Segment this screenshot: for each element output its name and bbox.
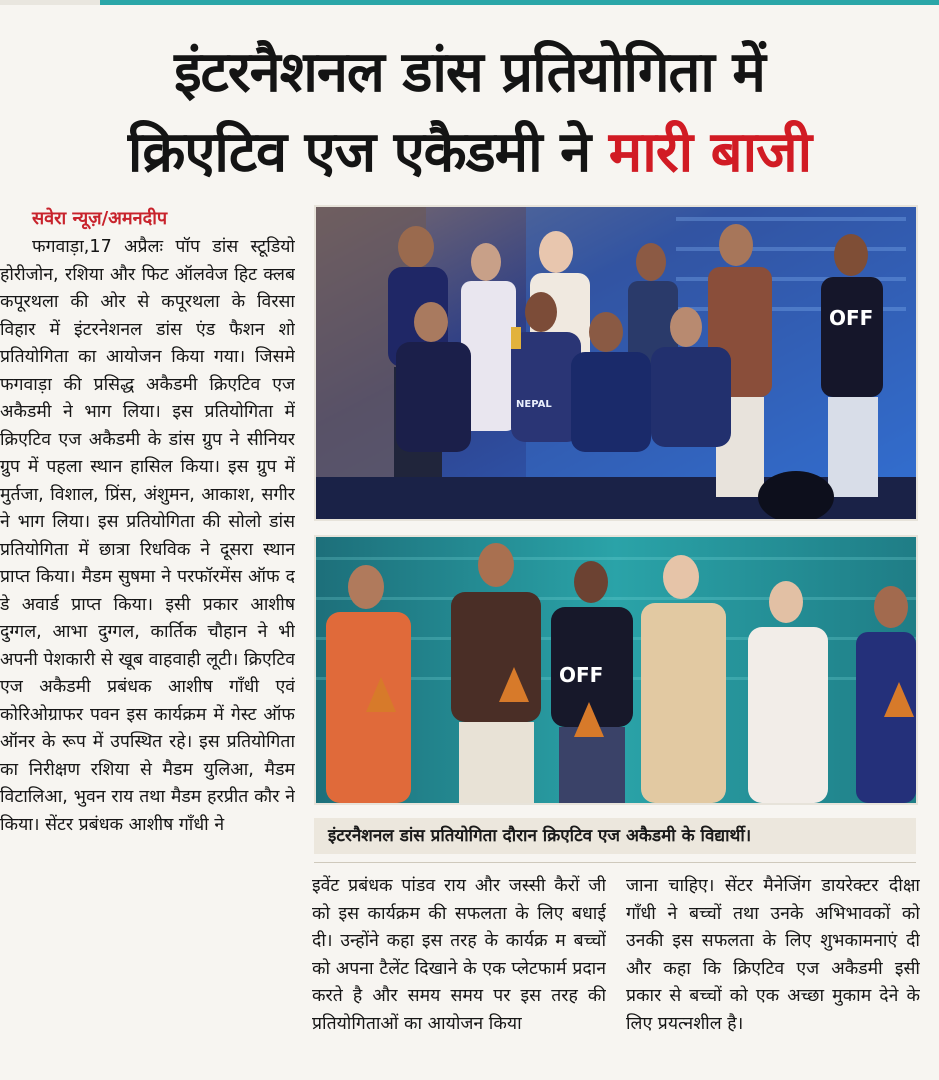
shirt-text-off-1: OFF [829,306,874,330]
headline-line-2-red: मारी बाजी [608,120,812,185]
top-accent-bar [0,0,939,5]
photo-caption: इंटरनैशनल डांस प्रतियोगिता दौरान क्रिएटिव एज अकैडमी के विद्यार्थी। [314,818,916,854]
top-bar-gap [0,0,100,5]
photo-award-winners-image [316,537,916,803]
headline-line-2-black: क्रिएटिव एज एकैडमी ने [127,120,591,185]
caption-rule [314,862,916,863]
photo-group-trophy-image [316,207,916,519]
article-column-2: इवेंट प्रबंधक पांडव राय और जस्सी कैरों जी को इस कार्यक्रम की सफलता के लिए बधाई दी। उन्होंने कहा इस तरह के कार्यक्र म बच्चों को अपना टैलेंट दिखाने के एक प्लेटफार्म प्रदान करते है और समय समय पर इस तरह की प्रतियोगिताओं का आयोजन किया [312,876,606,1034]
article-column-3: जाना चाहिए। सेंटर मैनेजिंग डायरेक्टर दीक्षा गाँधी ने बच्चों तथा उनके अभिभावकों को उनकी इस सफलता के लिए शुभकामनाएं दी और कहा कि क्रिएटिव एज अकैडमी इसी प्रकार से बच्चों को एक अच्छा मुकाम देने के लिए प्रयत्नशील है। [626,876,920,1034]
photo-group-trophy [314,205,918,521]
article-column-1: फगवाड़ा,17 अप्रैलः पॉप डांस स्टूडियो होरीजोन, रशिया और फिट ऑलवेज हिट क्लब कपूरथला की ओर से कपूरथला के विरसा विहार में इंटरनेशनल डांस एंड फैशन शो प्रतियोगिता का आयोजन किया गया। जिसमे फगवाड़ा की प्रसिद्ध अकैडमी क्रिएटिव एज अकैडमी ने भाग लिया। इस प्रतियोगिता में क्रिएटिव एज अकैडमी के डांस ग्रुप ने सीनियर ग्रुप में पहला स्थान हासिल किया। इस ग्रुप में मुर्तजा, विशाल, प्रिंस, अंशुमन, आकाश, सगीर ने भाग लिया। इस प्रतियोगिता की सोलो डांस प्रतियोगिता में छात्रा रिधविक ने दूसरा स्थान प्राप्त किया। मैडम सुषमा ने परफॉरमेंस ऑफ द डे अवार्ड प्राप्त किया। इसी प्रकार आशीष दुग्गल, आभा दुग्गल, कार्तिक चौहान ने भी अपनी पेशकारी से खूब वाहवाही लूटी। क्रिएटिव एज अकैडमी प्रबंधक आशीष गाँधी एवं कोरिओग्राफर पवन इस कार्यक्रम में गेस्ट ऑफ ऑनर के रूप में उपस्थित रहे। इस प्रतियोगिता का निरीक्षण रशिया से मैडम युलिआ, मैडम विटालिआ, भुवन राय तथा मैडम हरप्रीत कौर ने किया। सेंटर प्रबंधक आशीष गाँधी ने [0,237,295,835]
byline: सवेरा न्यूज़/अमनदीप [32,208,168,229]
headline-line-2 [0,118,939,188]
headline-line-1: इंटरनैशनल डांस प्रतियोगिता में [174,40,765,105]
photo-award-winners [314,535,918,805]
shirt-text-off-2: OFF [559,663,604,687]
shirt-text-nepal: NEPAL [516,399,552,410]
